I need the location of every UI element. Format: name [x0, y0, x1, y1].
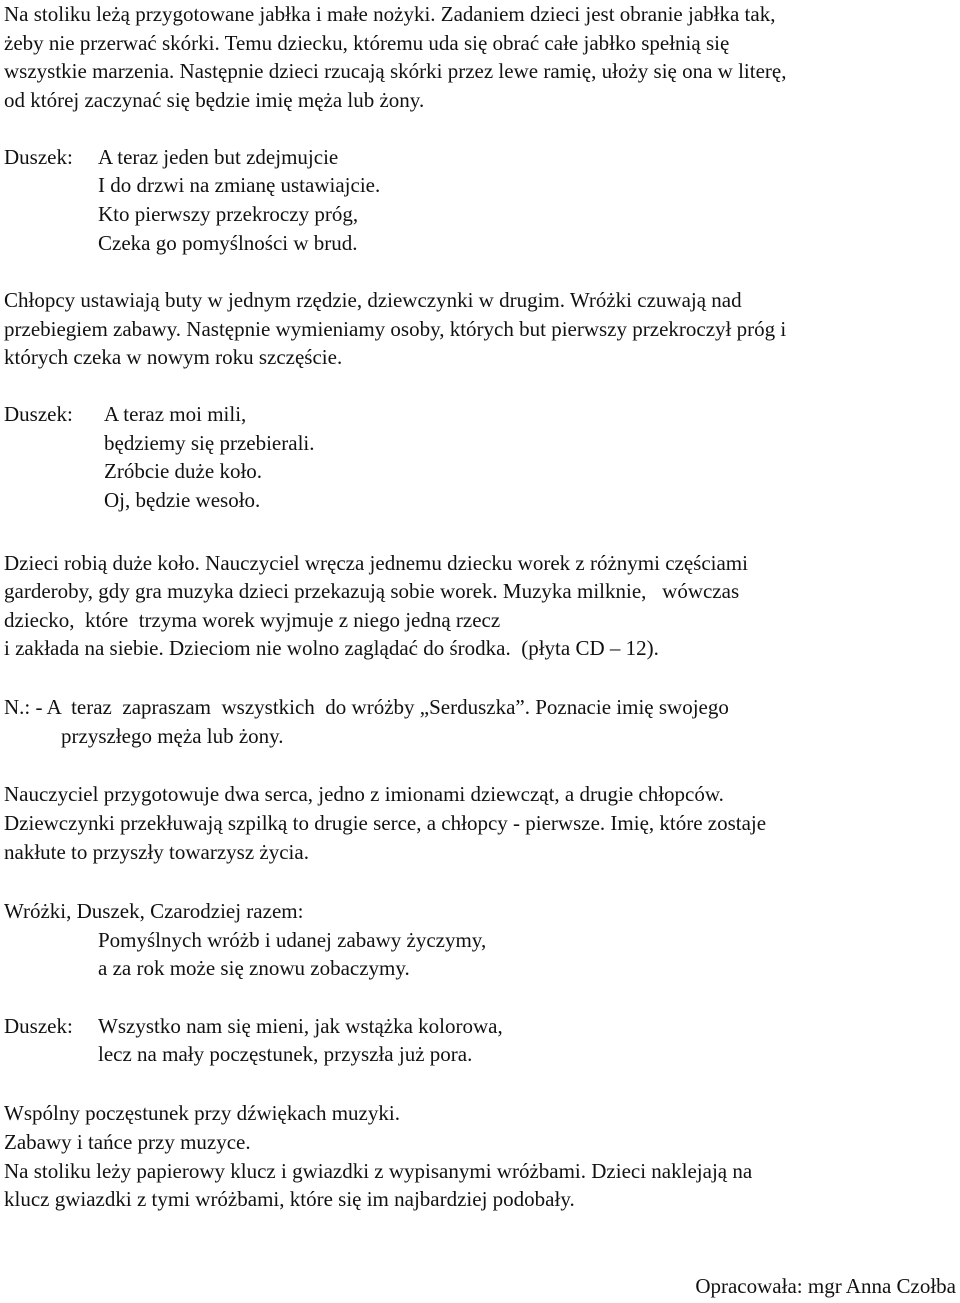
- text-line: Na stoliku leży papierowy klucz i gwiazdki z wypisanymi wróżbami. Dzieci naklejają na: [4, 1159, 753, 1183]
- text-line: dziecko, które trzyma worek wyjmuje z niego jedną rzecz: [4, 608, 501, 632]
- text-line: Dzieci robią duże koło. Nauczyciel wręcza jednemu dziecku worek z różnymi częściami: [4, 551, 748, 575]
- author-signature: Opracowała: mgr Anna Czołba: [695, 1274, 956, 1298]
- speaker-label: Duszek:: [4, 402, 73, 426]
- verse-line: A teraz jeden but zdejmujcie: [98, 145, 339, 169]
- text-line: których czeka w nowym roku szczęście.: [4, 345, 343, 369]
- text-line: i zakłada na siebie. Dzieciom nie wolno zaglądać do środka. (płyta CD – 12).: [4, 636, 659, 660]
- verse-line: Czeka go pomyślności w brud.: [98, 231, 358, 255]
- speaker-label: Wróżki, Duszek, Czarodziej razem:: [4, 899, 304, 923]
- text-line: Chłopcy ustawiają buty w jednym rzędzie, dziewczynki w drugim. Wróżki czuwają nad: [4, 288, 742, 312]
- text-line: Nauczyciel przygotowuje dwa serca, jedno z imionami dziewcząt, a drugie chłopców.: [4, 782, 724, 806]
- text-line: klucz gwiazdki z tymi wróżbami, które się im najbardziej podobały.: [4, 1187, 575, 1211]
- text-line: garderoby, gdy gra muzyka dzieci przekazują sobie worek. Muzyka milknie, wówczas: [4, 579, 740, 603]
- verse-line: Zróbcie duże koło.: [104, 459, 263, 483]
- verse-line: Oj, będzie wesoło.: [104, 488, 261, 512]
- text-line: N.: - A teraz zapraszam wszystkich do wróżby „Serduszka”. Poznacie imię swojego: [4, 695, 729, 719]
- text-line: wszystkie marzenia. Następnie dzieci rzucają skórki przez lewe ramię, ułoży się ona w literę,: [4, 59, 787, 83]
- verse-line: Pomyślnych wróżb i udanej zabawy życzymy,: [98, 928, 487, 952]
- verse-line: lecz na mały poczęstunek, przyszła już pora.: [98, 1042, 473, 1066]
- verse-line: Kto pierwszy przekroczy próg,: [98, 202, 359, 226]
- text-line: przyszłego męża lub żony.: [61, 724, 284, 748]
- verse-line: I do drzwi na zmianę ustawiajcie.: [98, 173, 381, 197]
- text-line: Dziewczynki przekłuwają szpilką to drugie serce, a chłopcy - pierwsze. Imię, które zostaje: [4, 811, 767, 835]
- text-line: żeby nie przerwać skórki. Temu dziecku, któremu uda się obrać całe jabłko spełnią się: [4, 31, 730, 55]
- verse-line: będziemy się przebierali.: [104, 431, 315, 455]
- speaker-label: Duszek:: [4, 145, 73, 169]
- text-line: Zabawy i tańce przy muzyce.: [4, 1130, 251, 1154]
- text-line: Wspólny poczęstunek przy dźwiękach muzyki.: [4, 1101, 400, 1125]
- verse-line: Wszystko nam się mieni, jak wstążka kolorowa,: [98, 1014, 503, 1038]
- text-line: Na stoliku leżą przygotowane jabłka i małe nożyki. Zadaniem dzieci jest obranie jabłka tak,: [4, 2, 776, 26]
- verse-line: a za rok może się znowu zobaczymy.: [98, 956, 410, 980]
- verse-line: A teraz moi mili,: [104, 402, 247, 426]
- text-line: przebiegiem zabawy. Następnie wymieniamy osoby, których but pierwszy przekroczył próg i: [4, 317, 787, 341]
- text-line: od której zaczynać się będzie imię męża lub żony.: [4, 88, 425, 112]
- speaker-label: Duszek:: [4, 1014, 73, 1038]
- text-line: nakłute to przyszły towarzysz życia.: [4, 840, 309, 864]
